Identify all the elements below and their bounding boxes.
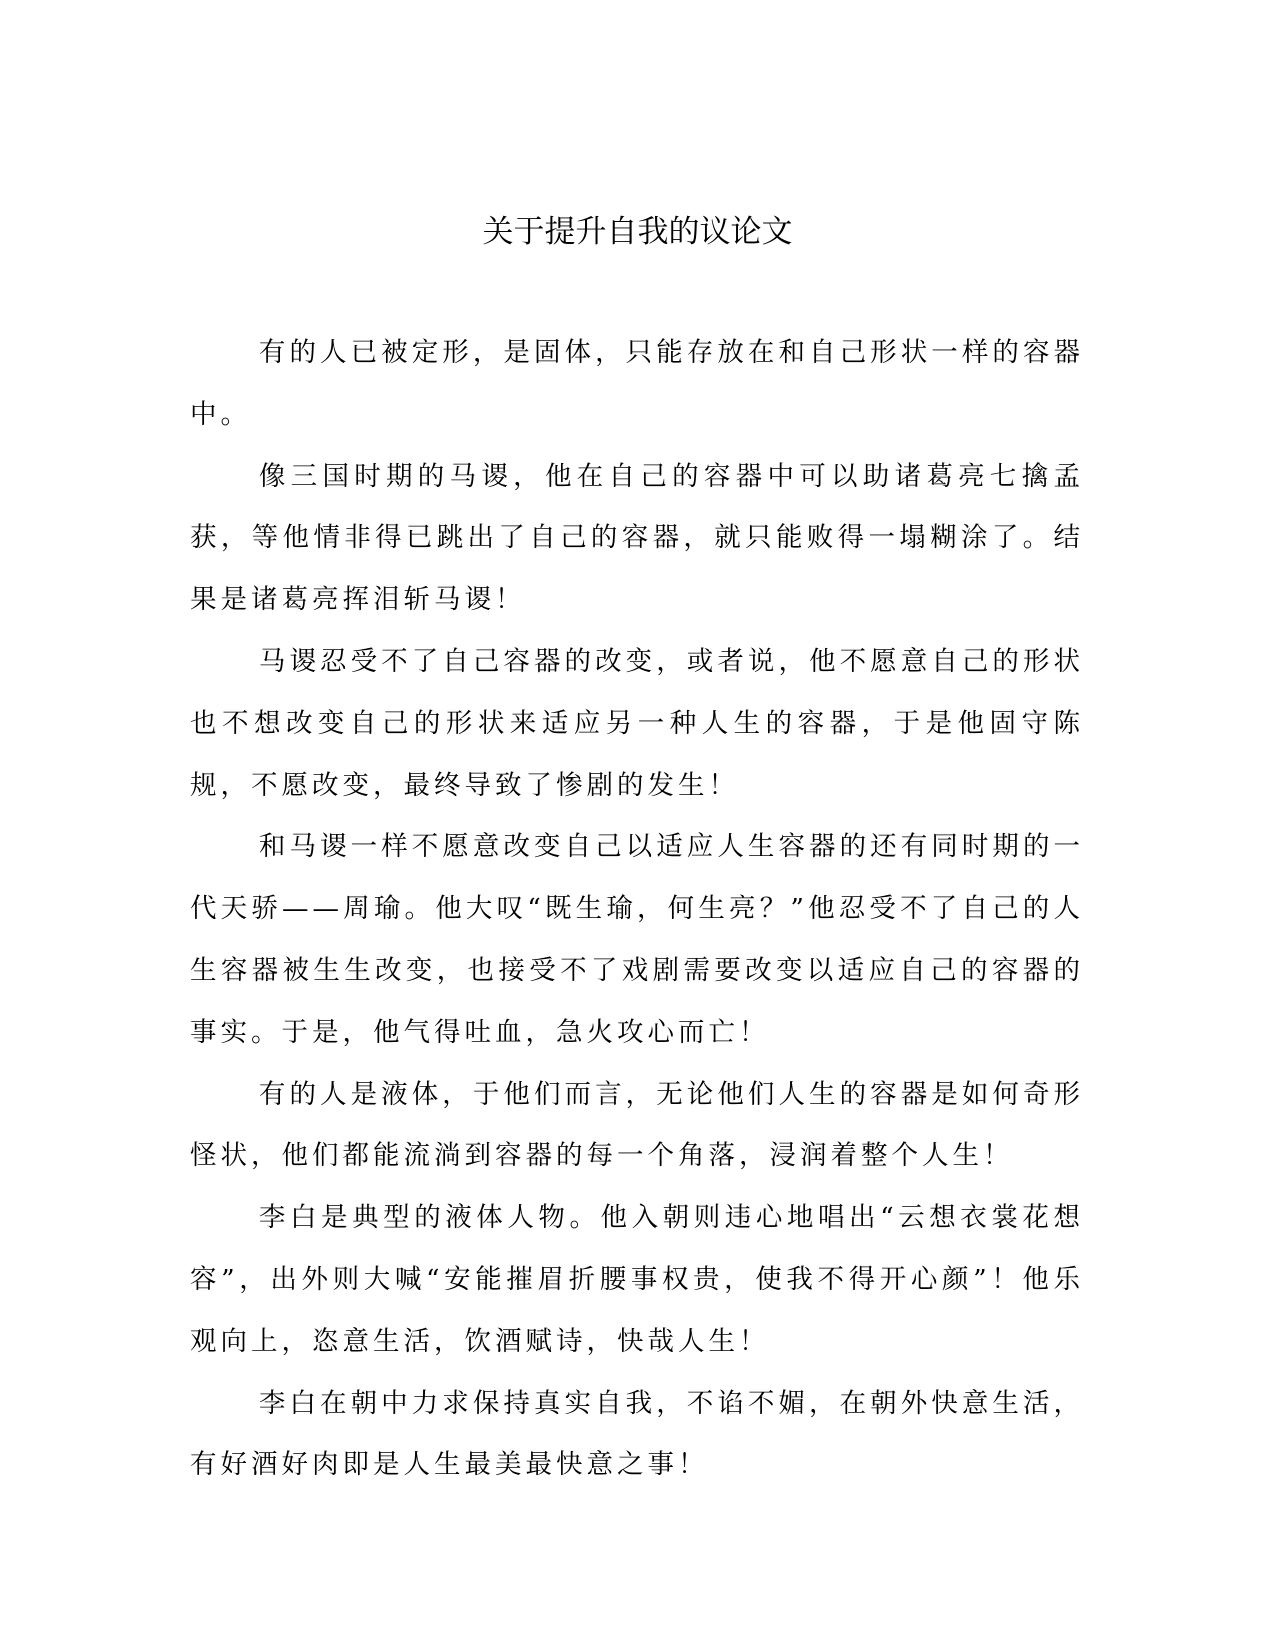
paragraph-4: 和马谡一样不愿意改变自己以适应人生容器的还有同时期的一代天骄——周瑜。他大叹“既生瑜，何生亮？”他忍受不了自己的人生容器被生生改变，也接受不了戏剧需要改变以适应自己的容器的事实。于是，他气得吐血，急火攻心而亡！ bbox=[190, 831, 1084, 1048]
paragraph-3: 马谡忍受不了自己容器的改变，或者说，他不愿意自己的形状也不想改变自己的形状来适应另一种人生的容器，于是他固守陈规，不愿改变，最终导致了惨剧的发生！ bbox=[190, 645, 1084, 801]
paragraph-7: 李白在朝中力求保持真实自我，不谄不媚，在朝外快意生活，有好酒好肉即是人生最美最快意之事！ bbox=[190, 1387, 1084, 1481]
paragraph-5: 有的人是液体，于他们而言，无论他们人生的容器是如何奇形怪状，他们都能流淌到容器的每一个角落，浸润着整个人生！ bbox=[190, 1078, 1084, 1172]
paragraph-6: 李白是典型的液体人物。他入朝则违心地唱出“云想衣裳花想容”，出外则大喊“安能摧眉折腰事权贵，使我不得开心颜”！他乐观向上，恣意生活，饮酒赋诗，快哉人生！ bbox=[190, 1202, 1084, 1357]
document-body bbox=[190, 322, 1084, 1496]
paragraph-2: 像三国时期的马谡，他在自己的容器中可以助诸葛亮七擒孟获，等他情非得已跳出了自己的容器，就只能败得一塌糊涂了。结果是诸葛亮挥泪斩马谡！ bbox=[190, 460, 1084, 616]
paragraph-1: 有的人已被定形，是固体，只能存放在和自己形状一样的容器中。 bbox=[190, 337, 1084, 430]
document-title: 关于提升自我的议论文 bbox=[482, 214, 793, 250]
